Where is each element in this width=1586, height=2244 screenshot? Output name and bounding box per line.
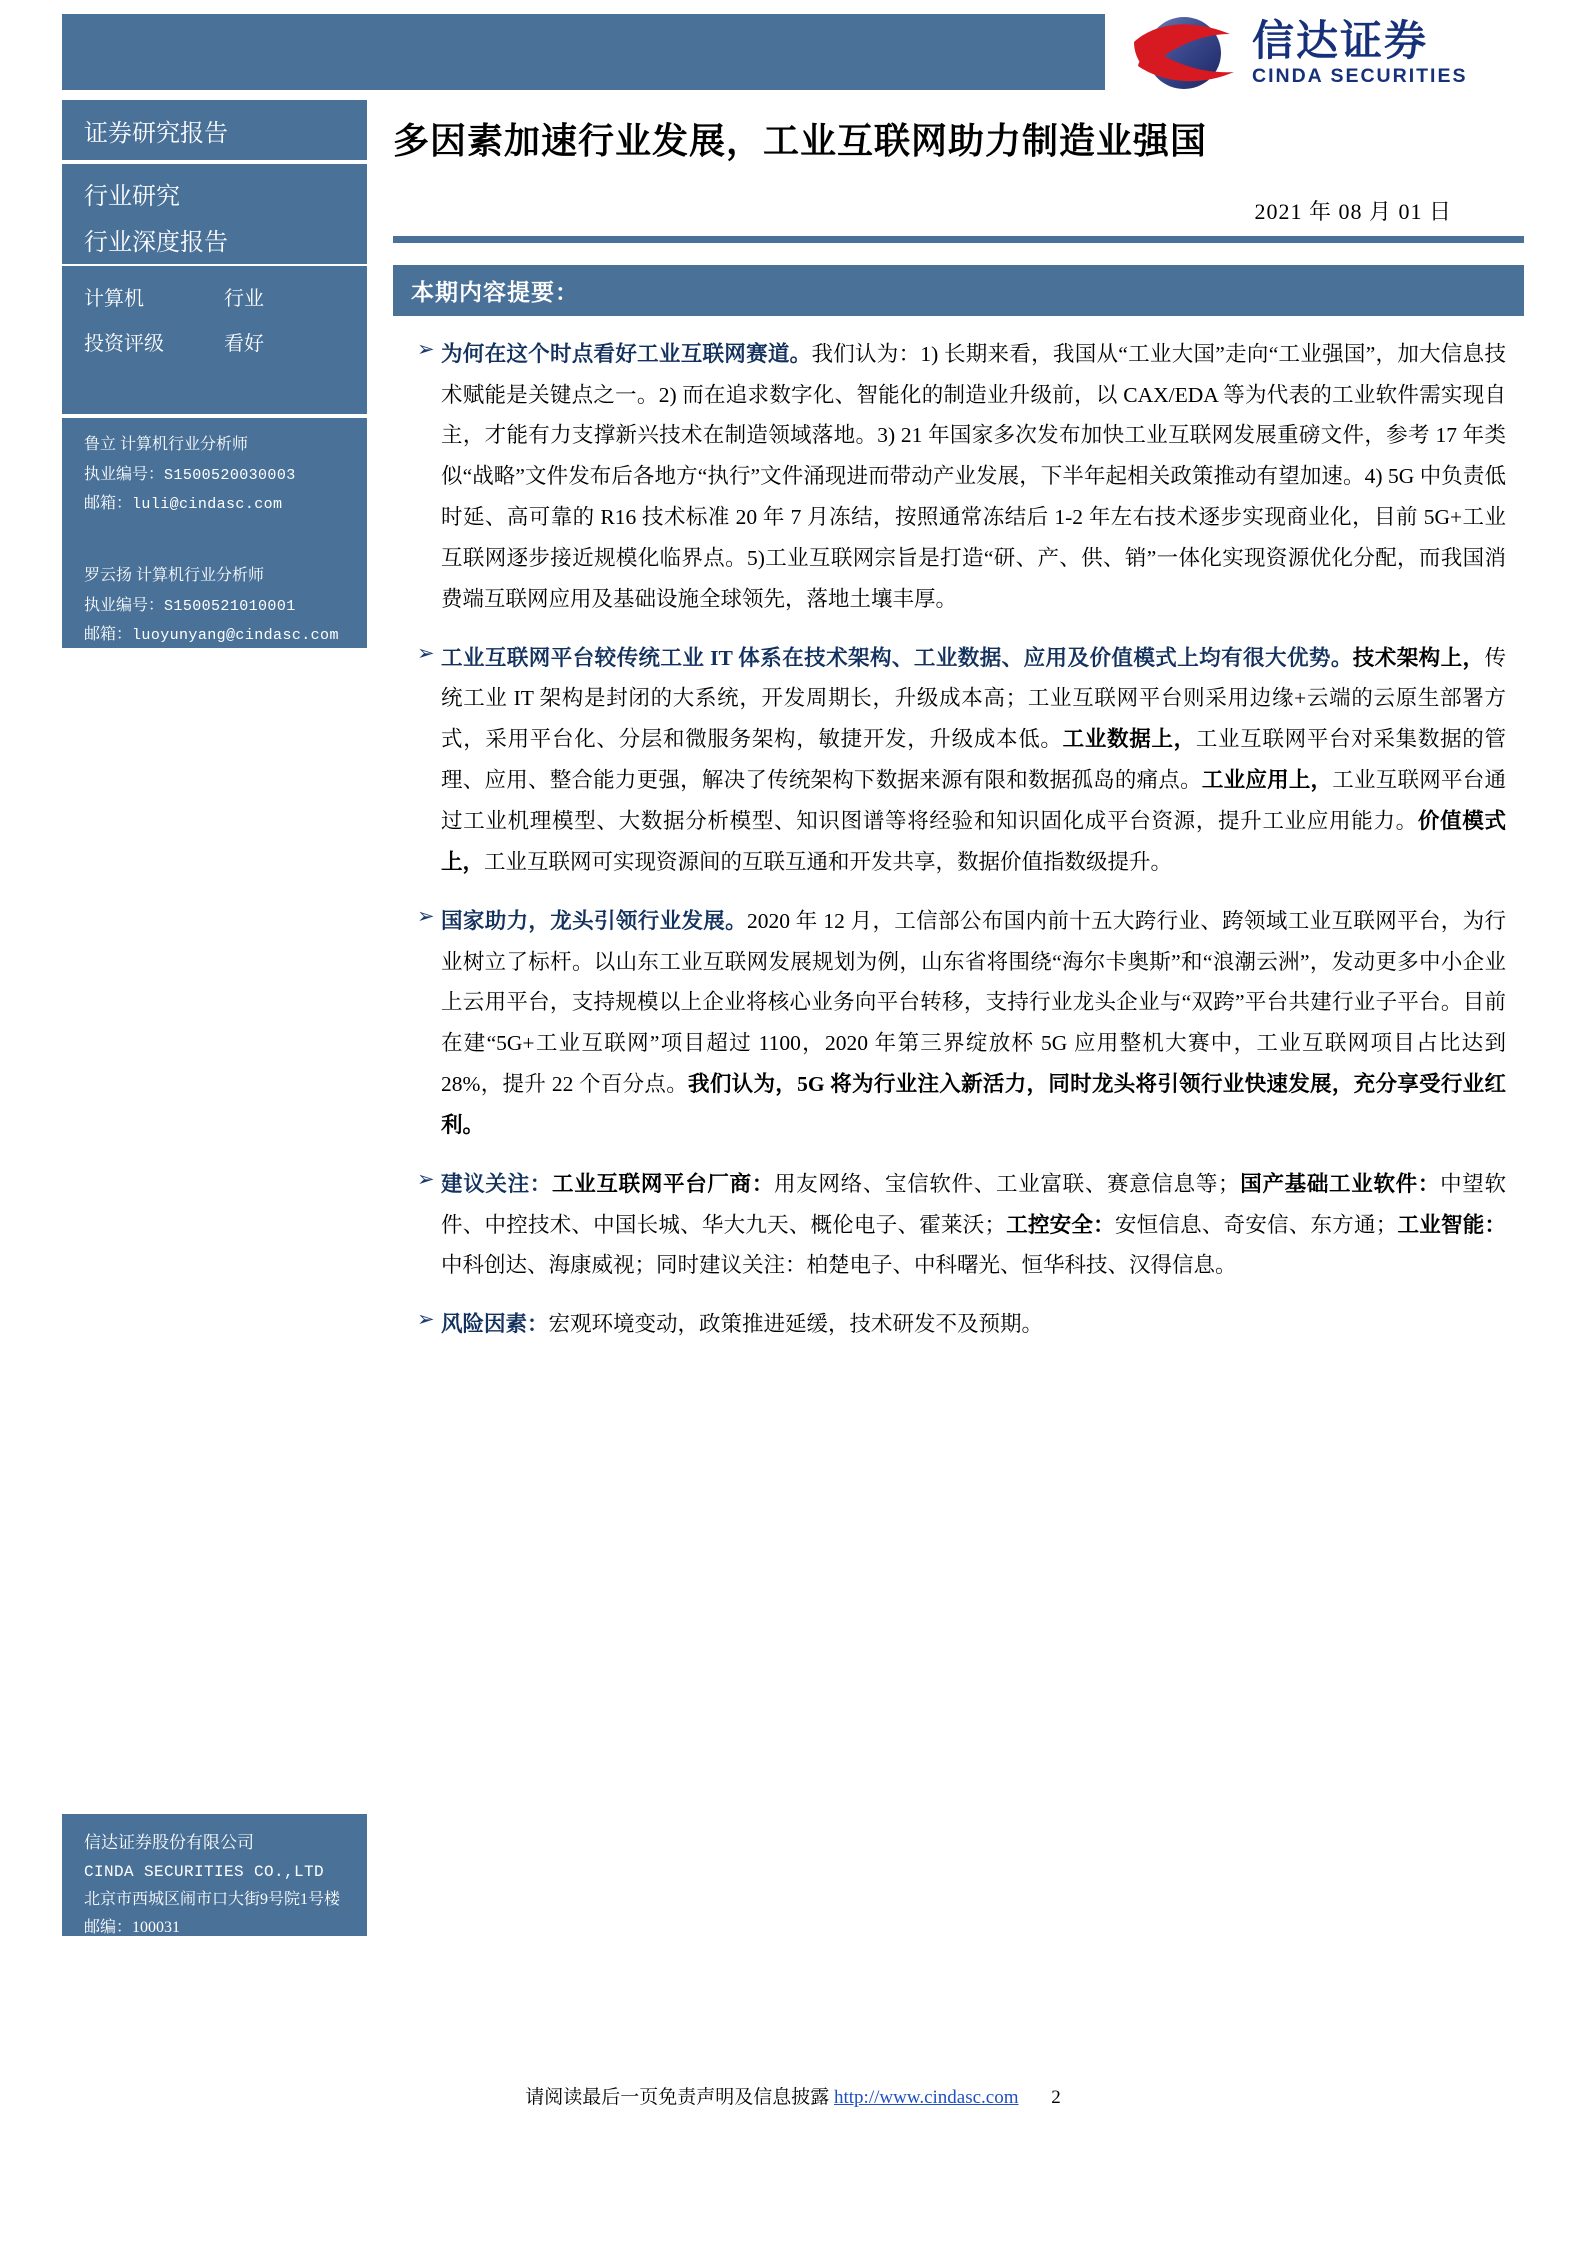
page-number: 2 — [1051, 2087, 1061, 2108]
bullet-body: 技术架构上，传统工业 IT 架构是封闭的大系统，开发周期长，升级成本高；工业互联网平台则采用边缘+云端的云原生部署方式，采用平台化、分层和微服务架构，敏捷开发，升级成本低。工业数据上，工业互联网平台对采集数据的管理、应用、整合能力更强，解决了传统架构下数据来源有限和数据孤岛的痛点。工业应用上，工业互联网平台通过工业机理模型、大数据分析模型、知识图谱等将经验和知识固化成平台资源，提升工业应用能力。价值模式上，工业互联网可实现资源间的互联互通和开发共享，数据价值指数级提升。 — [441, 645, 1506, 874]
bullet-arrow-icon: ➢ — [417, 336, 435, 361]
list-item — [393, 901, 1524, 1146]
analyst-name-title: 罗云扬 计算机行业分析师 — [84, 567, 265, 585]
analyst-license-value: S1500521010001 — [164, 597, 296, 615]
summary-bullet-list — [393, 334, 1524, 1345]
analyst-email — [62, 620, 367, 650]
bullet-lead: 风险因素： — [441, 1312, 549, 1337]
bullet-body: 工业互联网平台厂商：用友网络、宝信软件、工业富联、赛意信息等；国产基础工业软件：中望软件、中控技术、中国长城、华大九天、概伦电子、霍莱沃；工控安全：安恒信息、奇安信、东方通；工业智能：中科创达、海康威视；同时建议关注：柏楚电子、中科曙光、恒华科技、汉得信息。 — [441, 1171, 1506, 1278]
analyst-license-value: S1500520030003 — [164, 466, 296, 484]
analyst-license — [62, 591, 367, 621]
bullet-body: 我们认为：1) 长期来看，我国从“工业大国”走向“工业强国”，加大信息技术赋能是关键点之一。2) 而在追求数字化、智能化的制造业升级前，以 CAX/EDA 等为代表的工业软件需实现自主，才能有力支撑新兴技术在制造领域落地。3) 21 年国家多次发布加快工业互联网发展重磅文件，参考 17 年类似“战略”文件发布后各地方“执行”文件涌现进而带动产业发展，下半年起相关政策推动有望加速。4) 5G 中负责低时延、高可靠的 R16 技术标准 20 年 7 月冻结，按照通常冻结后 1-2 年左右技术逐步实现商业化，目前 5G+工业互联网逐步接近规模化临界点。5)工业互联网宗旨是打造“研、产、供、销”一体化实现资源优化分配，而我国消费端互联网应用及基础设施全球领先，落地土壤丰厚。 — [441, 341, 1506, 611]
sidebar-meta-row — [62, 266, 367, 311]
bullet-arrow-icon: ➢ — [417, 1307, 435, 1332]
sidebar-research-type-label: 行业研究 — [84, 183, 180, 210]
sidebar-depth-type-label: 行业深度报告 — [84, 230, 228, 256]
summary-heading: 本期内容提要： — [393, 265, 1524, 316]
bullet-lead: 国家助力，龙头引领行业发展。 — [441, 908, 748, 933]
report-date: 2021 年 08 月 01 日 — [1254, 198, 1452, 224]
analyst-email — [62, 489, 367, 519]
analyst-email-value[interactable]: luli@cindasc.com — [132, 496, 283, 514]
cinda-logo-icon — [1130, 14, 1238, 92]
list-item — [393, 334, 1524, 620]
sidebar-rating-label: 投资评级 — [84, 333, 164, 355]
title-divider — [393, 236, 1524, 243]
bullet-text — [441, 638, 1524, 883]
sidebar-meta-block — [62, 266, 367, 414]
bullet-lead: 建议关注： — [441, 1171, 553, 1196]
sidebar-analysts-block — [62, 418, 367, 648]
company-name-en: CINDA SECURITIES CO.,LTD — [84, 1862, 325, 1881]
bullet-lead: 工业互联网平台较传统工业 IT 体系在技术架构、工业数据、应用及价值模式上均有很大优势。 — [441, 645, 1353, 670]
bullet-body: 2020 年 12 月，工信部公布国内前十五大跨行业、跨领域工业互联网平台，为行业树立了标杆。以山东工业互联网发展规划为例，山东省将围绕“海尔卡奥斯”和“浪潮云洲”，发动更多中小企业上云用平台，支持规模以上企业将核心业务向平台转移，支持行业龙头企业与“双跨”平台共建行业子平台。目前在建“5G+工业互联网”项目超过 1100，2020 年第三界绽放杯 5G 应用整机大赛中，工业互联网项目占比达到 28%，提升 22 个百分点。我们认为，5G 将为行业注入新活力，同时龙头将引领行业快速发展，充分享受行业红利。 — [441, 908, 1506, 1137]
bullet-text — [441, 1304, 1524, 1345]
sidebar-depth-type — [62, 214, 367, 264]
bullet-text — [441, 334, 1524, 620]
page-title: 多因素加速行业发展，工业互联网助力制造业强国 — [393, 121, 1208, 161]
list-item — [393, 638, 1524, 883]
bullet-arrow-icon: ➢ — [417, 1166, 435, 1191]
page-footer — [0, 2082, 1586, 2109]
company-address: 北京市西城区闹市口大街9号院1号楼 — [84, 1890, 341, 1908]
analyst-license-label: 执业编号： — [84, 465, 165, 483]
analyst-entry — [62, 519, 367, 650]
sidebar-report-type-label: 证券研究报告 — [84, 120, 228, 147]
footer-website-link[interactable]: http://www.cindasc.com — [834, 2087, 1019, 2108]
list-item — [393, 1164, 1524, 1287]
sidebar-company-block — [62, 1814, 367, 1936]
company-logo — [1130, 12, 1530, 94]
analyst-email-label: 邮箱： — [84, 626, 133, 644]
sidebar-rating-value: 看好 — [224, 333, 264, 355]
sidebar-sector-value: 行业 — [224, 288, 264, 310]
bullet-arrow-icon: ➢ — [417, 640, 435, 665]
company-name-cn: 信达证券股份有限公司 — [84, 1833, 254, 1852]
logo-text-chinese: 信达证券 — [1252, 16, 1429, 64]
sidebar-report-type — [62, 100, 367, 160]
sidebar-sector-label: 计算机 — [84, 288, 144, 310]
analyst-entry — [62, 418, 367, 519]
analyst-name-title: 鲁立 计算机行业分析师 — [84, 436, 249, 453]
footer-disclaimer: 请阅读最后一页免责声明及信息披露 — [525, 2087, 830, 2108]
company-postcode: 邮编：100031 — [84, 1918, 181, 1936]
analyst-email-label: 邮箱： — [84, 495, 133, 513]
analyst-email-value[interactable]: luoyunyang@cindasc.com — [132, 627, 339, 645]
main-content — [393, 100, 1524, 1345]
analyst-license-label: 执业编号： — [84, 596, 165, 614]
logo-text-english: CINDA SECURITIES — [1252, 64, 1468, 87]
sidebar-meta-row — [62, 311, 367, 356]
list-item — [393, 1304, 1524, 1345]
bullet-text — [441, 901, 1524, 1146]
bullet-arrow-icon: ➢ — [417, 903, 435, 928]
bullet-lead: 为何在这个时点看好工业互联网赛道。 — [441, 341, 812, 366]
analyst-license — [62, 460, 367, 490]
bullet-text — [441, 1164, 1524, 1287]
bullet-body: 宏观环境变动，政策推进延缓，技术研发不及预期。 — [548, 1312, 1044, 1337]
